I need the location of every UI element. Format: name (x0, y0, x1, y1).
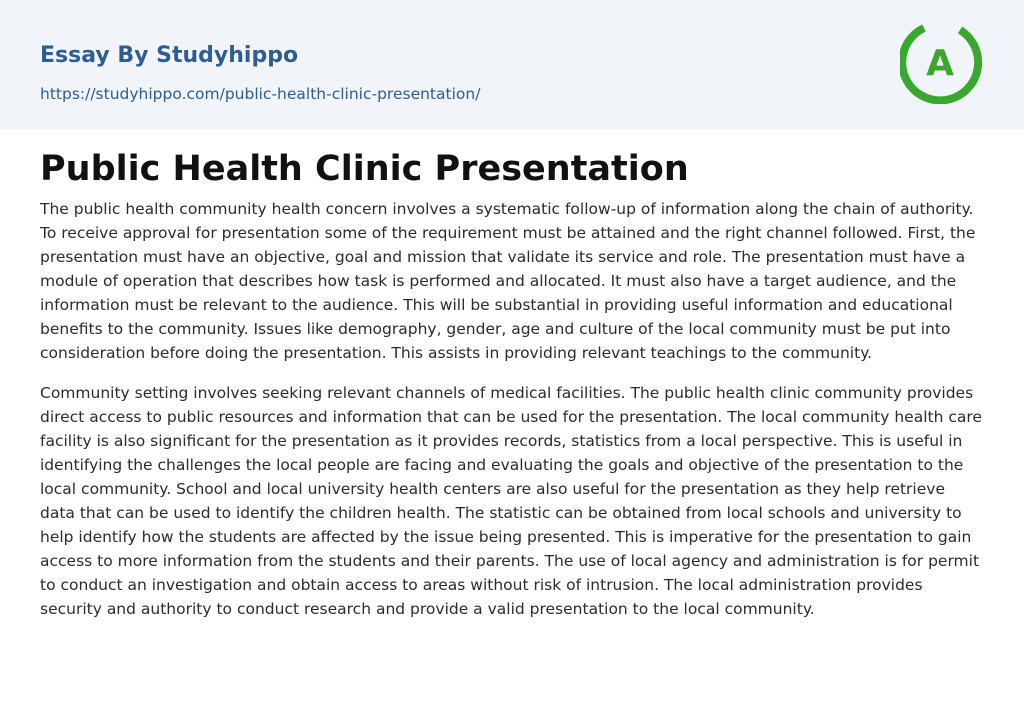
page-url-link[interactable]: https://studyhippo.com/public-health-clinic-presentation/ (40, 85, 481, 103)
article-paragraph: The public health community health concern involves a systematic follow-up of information along the chain of authority. To receive approval for presentation some of the requirement must be attained and the right channel followed. First, the presentation must have an objective, goal and mission that validate its service and role. The presentation must have a module of operation that describes how task is performed and allocated. It must also have a target audience, and the information must be relevant to the audience. This will be substantial in providing useful information and educational benefits to the community. Issues like demography, gender, age and culture of the local community must be put into consideration before doing the presentation. This assists in providing relevant teachings to the community. (40, 200, 976, 362)
logo-letter: A (926, 43, 954, 84)
article (0, 129, 1024, 621)
page-title: Public Health Clinic Presentation (40, 149, 689, 189)
brand-title[interactable]: Essay By Studyhippo (40, 43, 299, 68)
site-header (0, 0, 1024, 129)
studyhippo-logo-icon[interactable] (900, 20, 984, 104)
article-paragraph: Community setting involves seeking relevant channels of medical facilities. The public health clinic community provides direct access to public resources and information that can be used for the presentation. The local community health care facility is also significant for the presentation as it provides records, statistics from a local perspective. This is useful in identifying the challenges the local people are facing and evaluating the goals and objective of the presentation to the local community. School and local university health centers are also useful for the presentation as they help retrieve data that can be used to identify the children health. The statistic can be obtained from local schools and university to help identify how the students are affected by the issue being presented. This is imperative for the presentation to gain access to more information from the students and their parents. The use of local agency and administration is for permit to conduct an investigation and obtain access to areas without risk of intrusion. The local administration provides security and authority to conduct research and provide a valid presentation to the local community. (40, 384, 982, 618)
